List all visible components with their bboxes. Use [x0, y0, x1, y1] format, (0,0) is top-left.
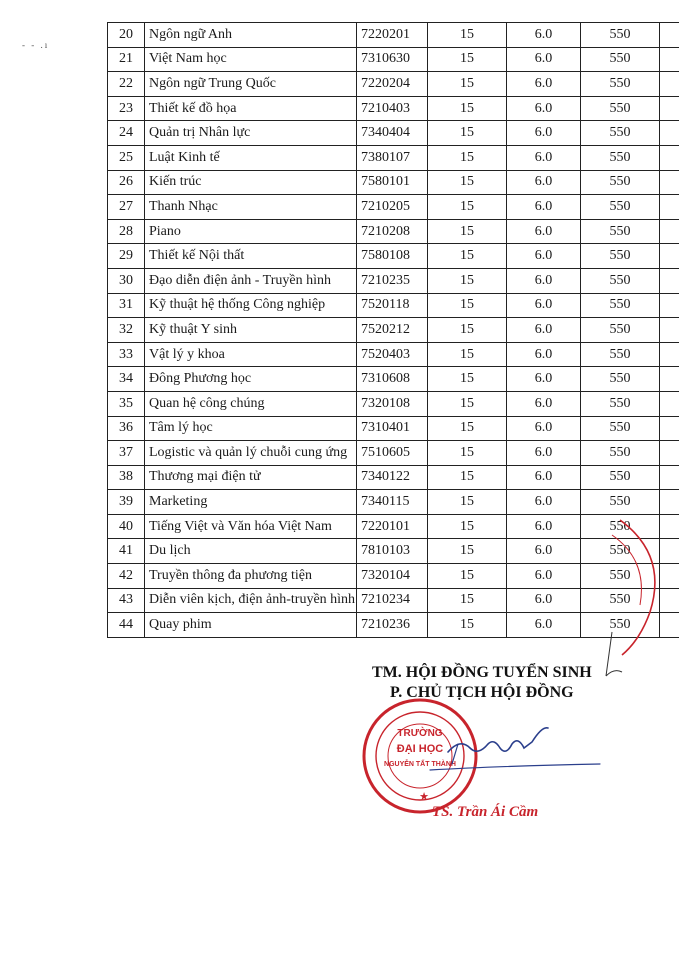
cell-col-a: 15	[428, 490, 507, 515]
cell-code: 7580108	[357, 244, 428, 269]
cell-empty	[660, 588, 679, 613]
cell-col-b: 6.0	[507, 72, 581, 97]
cell-col-a: 15	[428, 588, 507, 613]
table-row	[108, 23, 679, 48]
cell-col-a: 15	[428, 613, 507, 638]
cell-name: Truyền thông đa phương tiện	[145, 564, 357, 589]
cell-col-c: 550	[581, 72, 660, 97]
table-row	[108, 244, 679, 269]
table-row	[108, 416, 679, 441]
table-row	[108, 539, 679, 564]
table-row	[108, 121, 679, 146]
cell-col-a: 15	[428, 539, 507, 564]
signature-subtitle: P. CHỦ TỊCH HỘI ĐỒNG	[390, 684, 574, 701]
cell-col-c: 550	[581, 613, 660, 638]
university-seal	[364, 700, 476, 812]
cell-stt: 30	[108, 268, 145, 293]
cell-col-c: 550	[581, 465, 660, 490]
cell-empty	[660, 318, 679, 343]
table-row	[108, 613, 679, 638]
cell-col-a: 15	[428, 145, 507, 170]
cell-col-a: 15	[428, 441, 507, 466]
signer-name: TS. Trần Ái Cầm	[432, 804, 539, 820]
cell-stt: 20	[108, 23, 145, 48]
cell-stt: 28	[108, 219, 145, 244]
cell-stt: 36	[108, 416, 145, 441]
cell-empty	[660, 47, 679, 72]
svg-text:TRƯỜNG: TRƯỜNG	[397, 728, 443, 739]
cell-code: 7340122	[357, 465, 428, 490]
cell-col-c: 550	[581, 195, 660, 220]
cell-stt: 25	[108, 145, 145, 170]
cell-empty	[660, 441, 679, 466]
cell-col-b: 6.0	[507, 23, 581, 48]
cell-col-c: 550	[581, 318, 660, 343]
handwritten-signature	[430, 728, 600, 770]
cell-col-b: 6.0	[507, 342, 581, 367]
cell-code: 7210235	[357, 268, 428, 293]
cell-stt: 26	[108, 170, 145, 195]
table-row	[108, 391, 679, 416]
cell-col-a: 15	[428, 195, 507, 220]
admission-table-body	[108, 23, 679, 638]
cell-empty	[660, 72, 679, 97]
cell-empty	[660, 23, 679, 48]
table-row	[108, 47, 679, 72]
table-row	[108, 441, 679, 466]
cell-name: Ngôn ngữ Anh	[145, 23, 357, 48]
cell-col-a: 15	[428, 23, 507, 48]
cell-empty	[660, 219, 679, 244]
cell-name: Kiến trúc	[145, 170, 357, 195]
cell-stt: 44	[108, 613, 145, 638]
cell-col-c: 550	[581, 342, 660, 367]
cell-empty	[660, 564, 679, 589]
cell-name: Ngôn ngữ Trung Quốc	[145, 72, 357, 97]
cell-col-a: 15	[428, 219, 507, 244]
cell-code: 7210236	[357, 613, 428, 638]
cell-col-a: 15	[428, 318, 507, 343]
cell-col-c: 550	[581, 219, 660, 244]
table-row	[108, 318, 679, 343]
cell-code: 7210208	[357, 219, 428, 244]
table-row	[108, 72, 679, 97]
cell-stt: 34	[108, 367, 145, 392]
cell-name: Tâm lý học	[145, 416, 357, 441]
cell-name: Logistic và quản lý chuỗi cung ứng	[145, 441, 357, 466]
cell-code: 7320104	[357, 564, 428, 589]
cell-name: Thiết kế đồ họa	[145, 96, 357, 121]
cell-col-c: 550	[581, 96, 660, 121]
cell-stt: 21	[108, 47, 145, 72]
cell-col-c: 550	[581, 170, 660, 195]
cell-stt: 23	[108, 96, 145, 121]
svg-text:ĐẠI HỌC: ĐẠI HỌC	[396, 743, 444, 755]
cell-col-b: 6.0	[507, 441, 581, 466]
cell-stt: 35	[108, 391, 145, 416]
cell-empty	[660, 539, 679, 564]
cell-name: Kỹ thuật hệ thống Công nghiệp	[145, 293, 357, 318]
cell-code: 7310401	[357, 416, 428, 441]
cell-col-a: 15	[428, 170, 507, 195]
cell-col-b: 6.0	[507, 564, 581, 589]
admission-table	[107, 22, 679, 638]
cell-empty	[660, 268, 679, 293]
cell-col-b: 6.0	[507, 588, 581, 613]
table-row	[108, 195, 679, 220]
cell-code: 7520118	[357, 293, 428, 318]
cell-empty	[660, 96, 679, 121]
cell-name: Đạo diễn điện ảnh - Truyền hình	[145, 268, 357, 293]
cell-col-c: 550	[581, 416, 660, 441]
cell-empty	[660, 145, 679, 170]
cell-col-b: 6.0	[507, 219, 581, 244]
cell-code: 7310608	[357, 367, 428, 392]
signature-title: TM. HỘI ĐỒNG TUYỂN SINH	[372, 664, 592, 681]
cell-col-a: 15	[428, 96, 507, 121]
table-row	[108, 219, 679, 244]
cell-code: 7320108	[357, 391, 428, 416]
cell-code: 7220204	[357, 72, 428, 97]
cell-stt: 31	[108, 293, 145, 318]
table-row	[108, 96, 679, 121]
cell-code: 7340115	[357, 490, 428, 515]
cell-col-a: 15	[428, 391, 507, 416]
cell-code: 7210205	[357, 195, 428, 220]
cell-empty	[660, 342, 679, 367]
cell-col-b: 6.0	[507, 490, 581, 515]
cell-col-b: 6.0	[507, 121, 581, 146]
cell-col-b: 6.0	[507, 367, 581, 392]
cell-name: Thương mại điện tử	[145, 465, 357, 490]
cell-stt: 33	[108, 342, 145, 367]
cell-empty	[660, 514, 679, 539]
cell-code: 7310630	[357, 47, 428, 72]
cell-empty	[660, 293, 679, 318]
cell-col-b: 6.0	[507, 465, 581, 490]
cell-col-c: 550	[581, 268, 660, 293]
cell-col-c: 550	[581, 145, 660, 170]
cell-col-c: 550	[581, 121, 660, 146]
cell-name: Quay phim	[145, 613, 357, 638]
table-row	[108, 293, 679, 318]
cell-col-c: 550	[581, 47, 660, 72]
cell-name: Tiếng Việt và Văn hóa Việt Nam	[145, 514, 357, 539]
svg-text:NGUYỄN TẤT THÀNH: NGUYỄN TẤT THÀNH	[384, 761, 456, 768]
cell-empty	[660, 490, 679, 515]
cell-name: Quản trị Nhân lực	[145, 121, 357, 146]
cell-name: Quan hệ công chúng	[145, 391, 357, 416]
cell-name: Đông Phương học	[145, 367, 357, 392]
cell-col-a: 15	[428, 564, 507, 589]
cell-col-a: 15	[428, 47, 507, 72]
cell-col-a: 15	[428, 342, 507, 367]
cell-name: Luật Kinh tế	[145, 145, 357, 170]
cell-code: 7210403	[357, 96, 428, 121]
cell-stt: 37	[108, 441, 145, 466]
cell-col-b: 6.0	[507, 416, 581, 441]
cell-col-c: 550	[581, 441, 660, 466]
cell-col-b: 6.0	[507, 613, 581, 638]
table-row	[108, 145, 679, 170]
cell-name: Thanh Nhạc	[145, 195, 357, 220]
svg-text:★: ★	[419, 790, 429, 803]
cell-name: Piano	[145, 219, 357, 244]
cell-col-b: 6.0	[507, 539, 581, 564]
cell-empty	[660, 170, 679, 195]
cell-stt: 40	[108, 514, 145, 539]
cell-col-b: 6.0	[507, 514, 581, 539]
cell-stt: 39	[108, 490, 145, 515]
cell-code: 7220201	[357, 23, 428, 48]
cell-col-a: 15	[428, 121, 507, 146]
cell-code: 7580101	[357, 170, 428, 195]
cell-name: Diễn viên kịch, điện ảnh-truyền hình	[145, 588, 357, 613]
table-row	[108, 268, 679, 293]
cell-col-b: 6.0	[507, 318, 581, 343]
table-row	[108, 514, 679, 539]
cell-code: 7210234	[357, 588, 428, 613]
cell-col-c: 550	[581, 367, 660, 392]
cell-col-b: 6.0	[507, 391, 581, 416]
cell-col-c: 550	[581, 514, 660, 539]
cell-stt: 22	[108, 72, 145, 97]
cell-code: 7340404	[357, 121, 428, 146]
cell-col-b: 6.0	[507, 96, 581, 121]
cell-stt: 42	[108, 564, 145, 589]
cell-stt: 24	[108, 121, 145, 146]
cell-col-a: 15	[428, 72, 507, 97]
cell-code: 7510605	[357, 441, 428, 466]
cell-col-a: 15	[428, 367, 507, 392]
cell-empty	[660, 613, 679, 638]
cell-empty	[660, 465, 679, 490]
cell-code: 7380107	[357, 145, 428, 170]
cell-empty	[660, 367, 679, 392]
cell-code: 7220101	[357, 514, 428, 539]
table-row	[108, 342, 679, 367]
cell-col-b: 6.0	[507, 244, 581, 269]
cell-col-c: 550	[581, 490, 660, 515]
cell-col-a: 15	[428, 416, 507, 441]
cell-col-c: 550	[581, 564, 660, 589]
cell-stt: 29	[108, 244, 145, 269]
cell-col-b: 6.0	[507, 47, 581, 72]
cell-stt: 43	[108, 588, 145, 613]
cell-empty	[660, 391, 679, 416]
cell-stt: 27	[108, 195, 145, 220]
cell-col-a: 15	[428, 268, 507, 293]
cell-col-b: 6.0	[507, 170, 581, 195]
cell-stt: 41	[108, 539, 145, 564]
cell-code: 7810103	[357, 539, 428, 564]
cell-col-c: 550	[581, 23, 660, 48]
cell-stt: 32	[108, 318, 145, 343]
cell-col-b: 6.0	[507, 195, 581, 220]
cell-col-c: 550	[581, 293, 660, 318]
cell-name: Thiết kế Nội thất	[145, 244, 357, 269]
cell-col-a: 15	[428, 293, 507, 318]
table-row	[108, 564, 679, 589]
cell-name: Vật lý y khoa	[145, 342, 357, 367]
table-row	[108, 170, 679, 195]
cell-name: Việt Nam học	[145, 47, 357, 72]
cell-col-a: 15	[428, 244, 507, 269]
cell-empty	[660, 416, 679, 441]
cell-col-a: 15	[428, 465, 507, 490]
cell-name: Kỹ thuật Y sinh	[145, 318, 357, 343]
table-row	[108, 588, 679, 613]
cell-empty	[660, 244, 679, 269]
cell-empty	[660, 121, 679, 146]
cell-code: 7520212	[357, 318, 428, 343]
cell-name: Marketing	[145, 490, 357, 515]
cell-col-a: 15	[428, 514, 507, 539]
cell-empty	[660, 195, 679, 220]
cell-stt: 38	[108, 465, 145, 490]
table-row	[108, 465, 679, 490]
cell-col-b: 6.0	[507, 293, 581, 318]
cell-col-c: 550	[581, 391, 660, 416]
stray-mark: - - .ı	[22, 40, 50, 50]
cell-name: Du lịch	[145, 539, 357, 564]
table-row	[108, 490, 679, 515]
cell-code: 7520403	[357, 342, 428, 367]
cell-col-c: 550	[581, 588, 660, 613]
cell-col-c: 550	[581, 244, 660, 269]
table-row	[108, 367, 679, 392]
cell-col-b: 6.0	[507, 145, 581, 170]
cell-col-c: 550	[581, 539, 660, 564]
cell-col-b: 6.0	[507, 268, 581, 293]
